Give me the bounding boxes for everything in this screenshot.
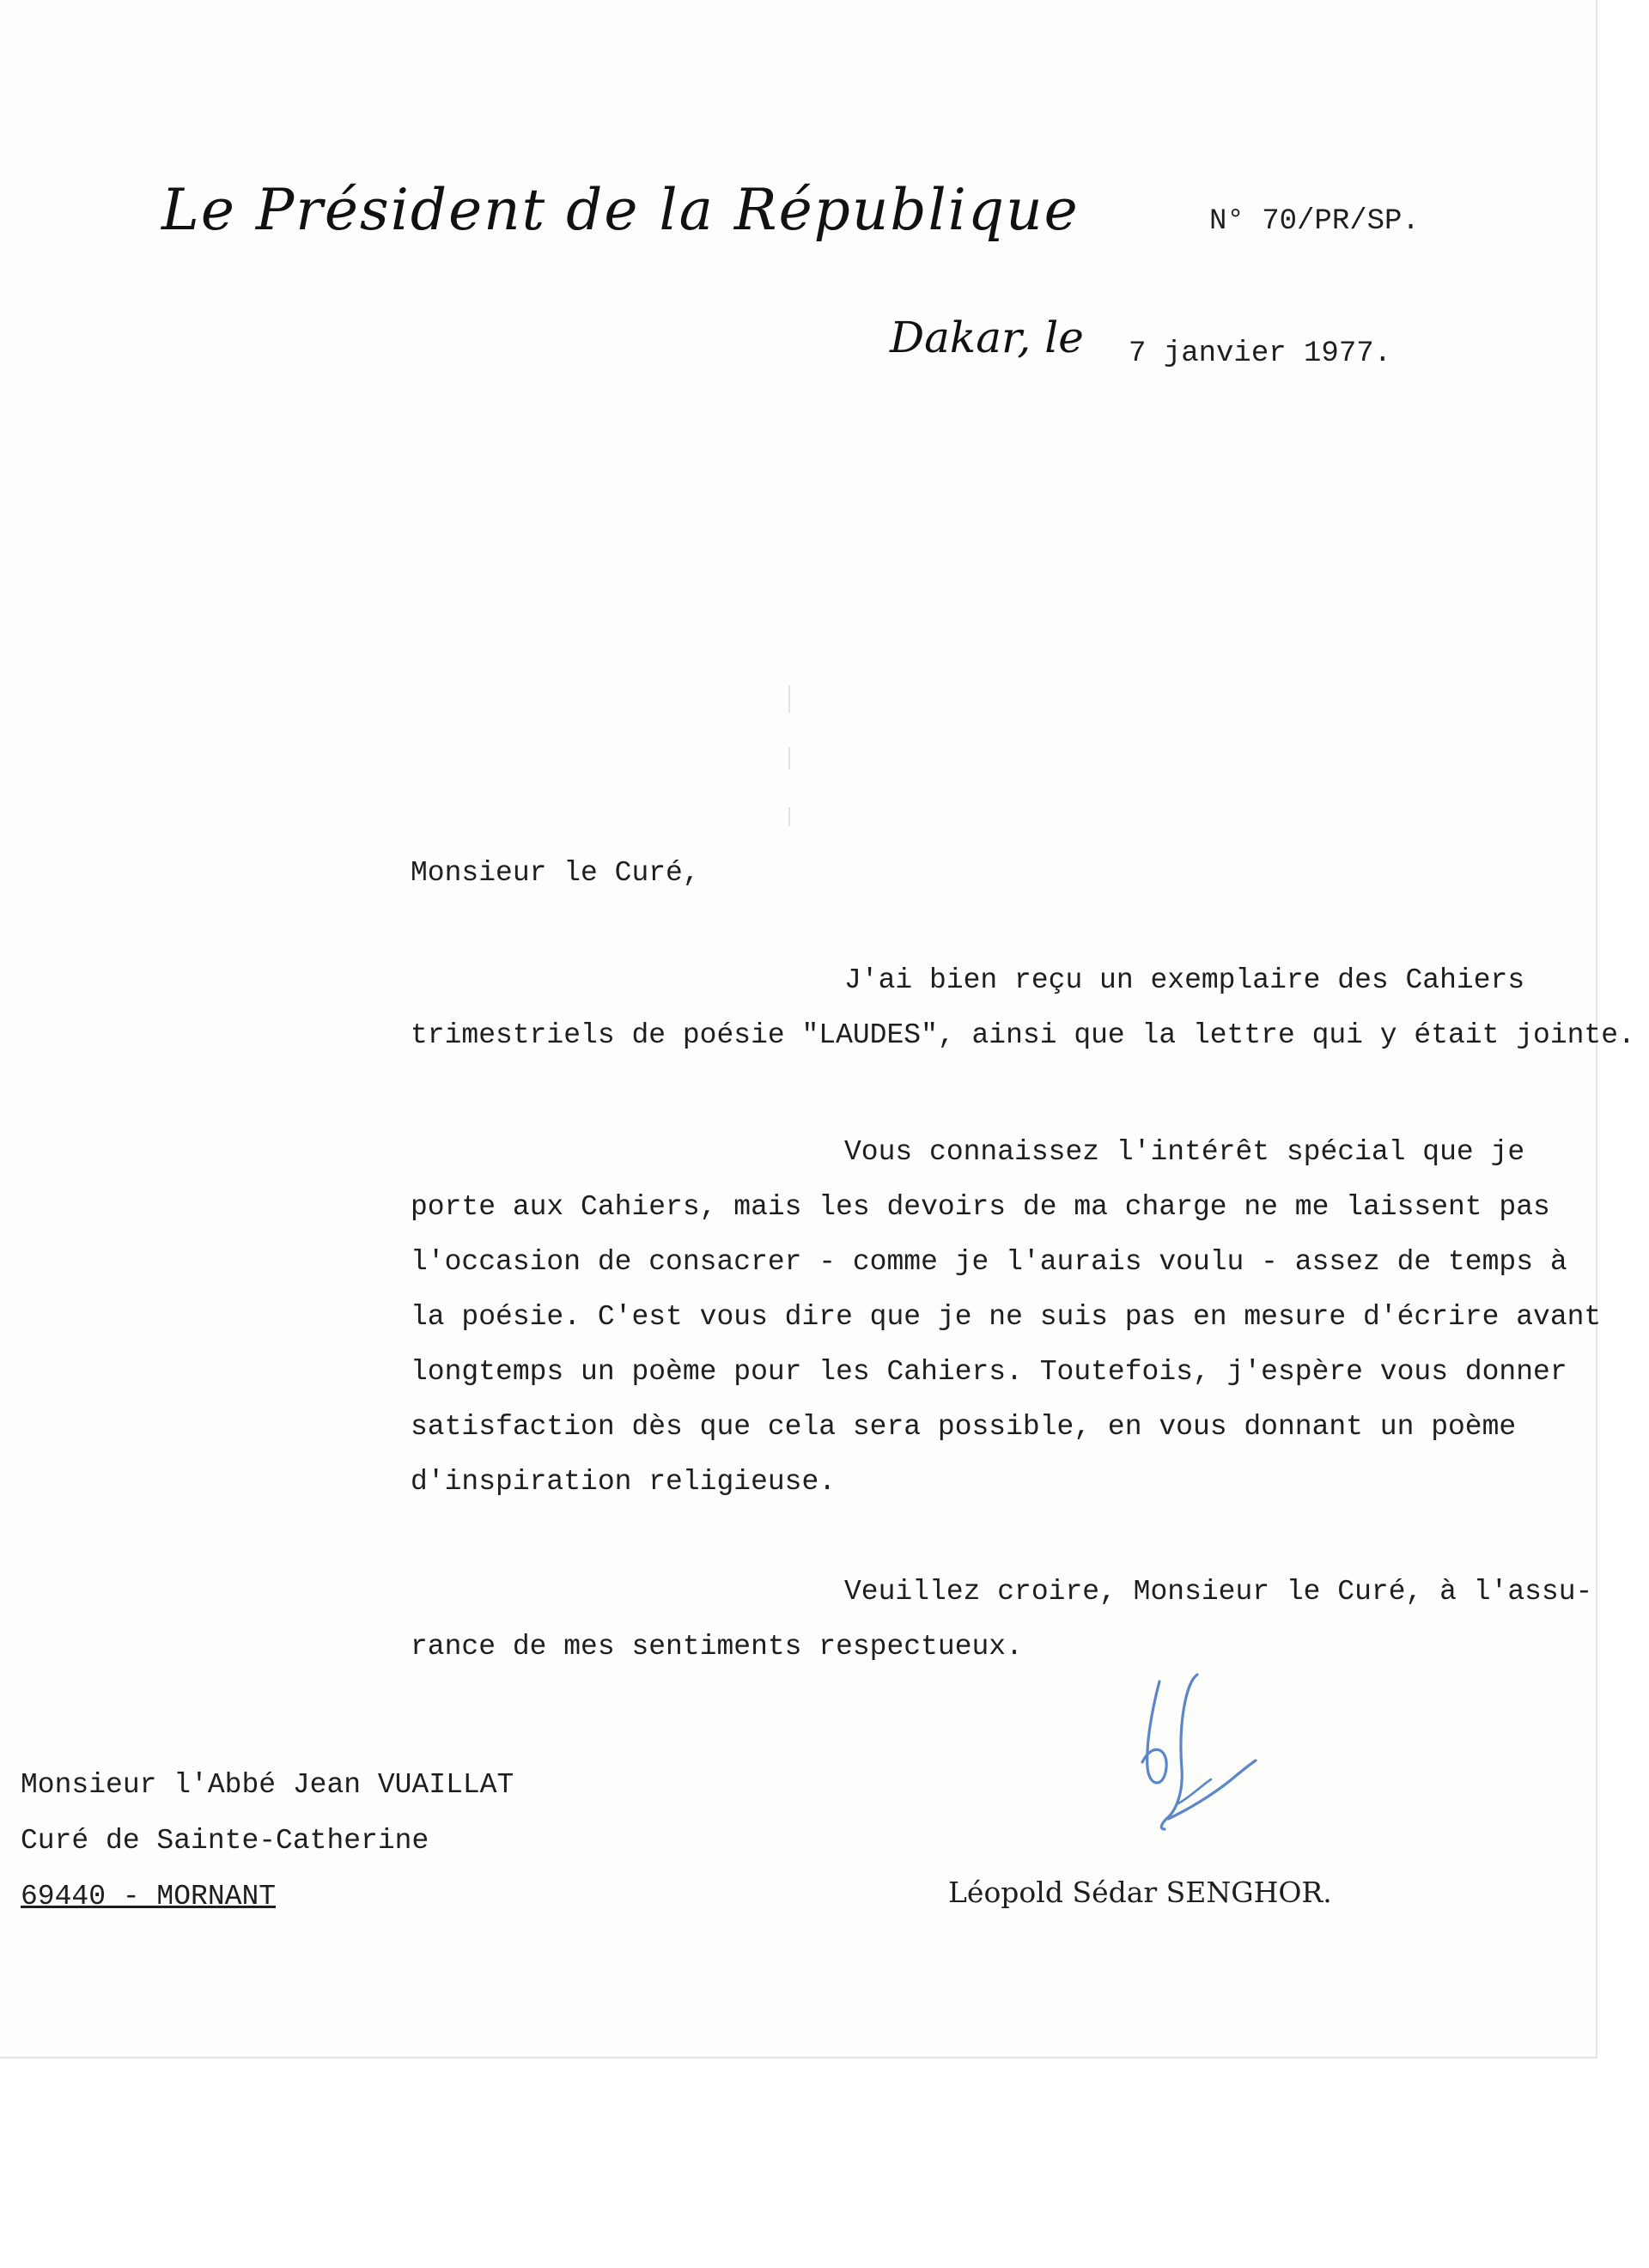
body-line: la poésie. C'est vous dire que je ne suis pas en mesure d'écrire avant	[411, 1301, 1602, 1333]
salutation: Monsieur le Curé,	[411, 857, 700, 889]
recipient-name: Monsieur l'Abbé Jean VUAILLAT	[21, 1769, 514, 1801]
handwritten-signature	[1127, 1666, 1281, 1855]
body-line: trimestriels de poésie "LAUDES", ainsi que la lettre qui y était jointe.	[411, 1019, 1635, 1051]
paper-fold-mark	[788, 747, 790, 769]
letter-date: 7 janvier 1977.	[1129, 337, 1392, 370]
paper-fold-mark	[788, 807, 790, 826]
body-line: longtemps un poème pour les Cahiers. Toutefois, j'espère vous donner	[411, 1356, 1567, 1388]
body-line: J'ai bien reçu un exemplaire des Cahiers	[844, 964, 1525, 996]
recipient-title: Curé de Sainte-Catherine	[21, 1825, 429, 1857]
body-paragraph	[411, 953, 1635, 1063]
recipient-address	[21, 1757, 514, 1924]
body-line: rance de mes sentiments respectueux.	[411, 1631, 1023, 1663]
recipient-city: 69440 - MORNANT	[21, 1881, 277, 1912]
place-label: Dakar, le	[890, 313, 1084, 362]
paper-fold-mark	[788, 685, 790, 713]
letterhead: Le Président de la République	[161, 177, 1080, 243]
body-line: l'occasion de consacrer - comme je l'aurais voulu - assez de temps à	[411, 1246, 1567, 1278]
signer-name: Léopold Sédar SENGHOR.	[948, 1876, 1332, 1909]
body-line: porte aux Cahiers, mais les devoirs de ma charge ne me laissent pas	[411, 1191, 1550, 1223]
body-line: satisfaction dès que cela sera possible, en vous donnant un poème	[411, 1411, 1517, 1443]
body-paragraph	[411, 1125, 1602, 1510]
closing-paragraph	[411, 1565, 1596, 1675]
body-line: d'inspiration religieuse.	[411, 1466, 837, 1498]
body-line: Veuillez croire, Monsieur le Curé, à l'assu-	[844, 1576, 1593, 1608]
reference-number: N° 70/PR/SP.	[1209, 205, 1420, 238]
body-line: Vous connaissez l'intérêt spécial que je	[844, 1136, 1525, 1168]
